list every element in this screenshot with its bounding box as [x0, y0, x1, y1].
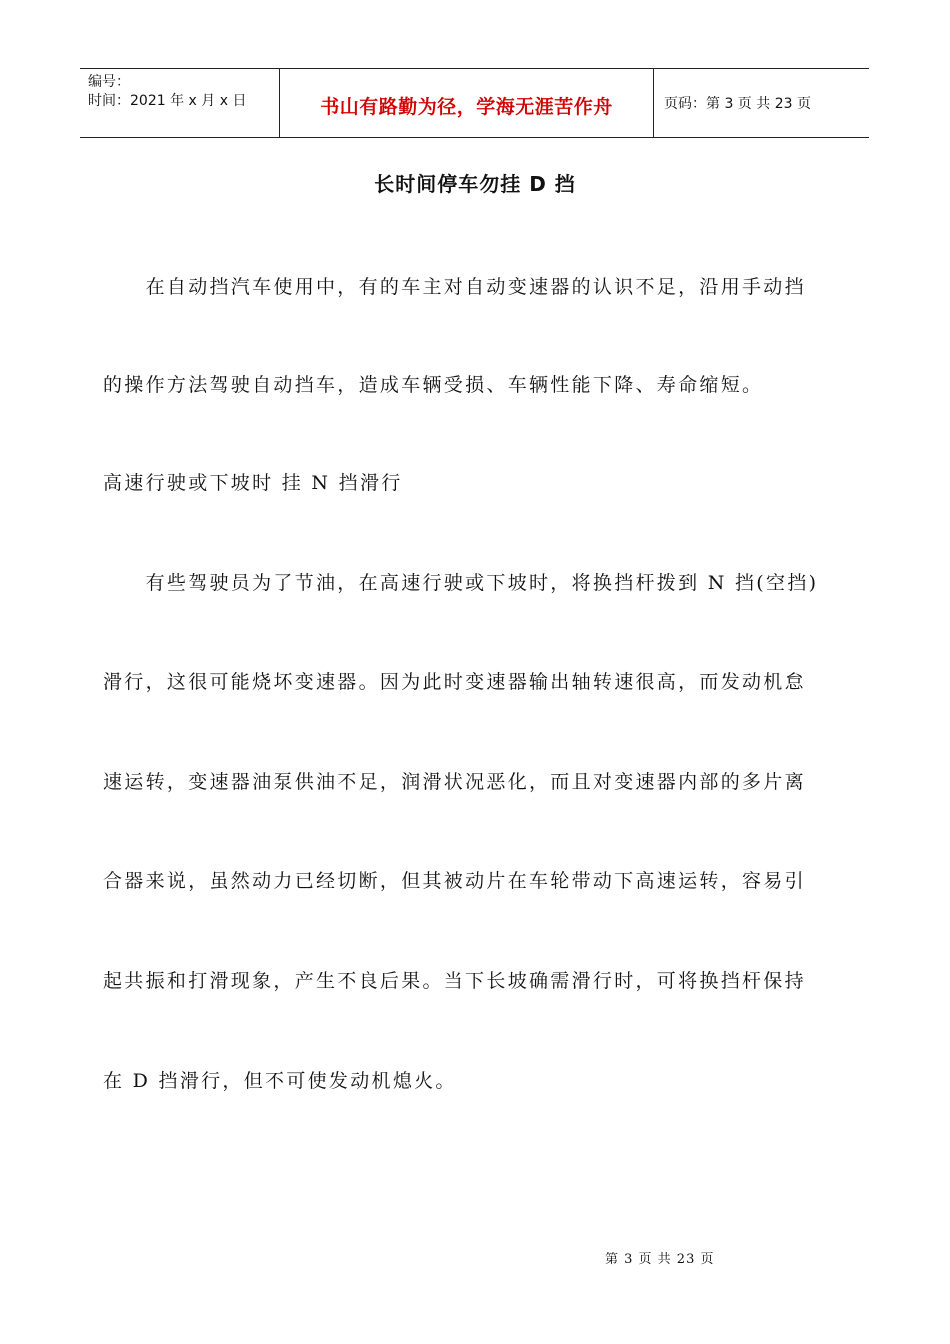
- page-title: 长时间停车勿挂 D 挡: [374, 172, 576, 196]
- document-header: [80, 68, 869, 138]
- page-info: 页码：第 3 页 共 23 页: [664, 96, 811, 112]
- section-heading: 高速行驶或下坡时 挂 N 挡滑行: [103, 472, 403, 494]
- time-label: 时间：2021 年 x 月 x 日: [88, 93, 247, 109]
- body-line-5: 滑行，这很可能烧坏变速器。因为此时变速器输出轴转速很高，而发动机怠: [103, 671, 806, 693]
- body-line-1: 在自动挡汽车使用中，有的车主对自动变速器的认识不足，沿用手动挡: [103, 276, 806, 298]
- body-line-6: 速运转，变速器油泵供油不足，润滑状况恶化，而且对变速器内部的多片离: [103, 771, 806, 793]
- body-line-8: 起共振和打滑现象，产生不良后果。当下长坡确需滑行时，可将换挡杆保持: [103, 970, 806, 992]
- body-line-4: 有些驾驶员为了节油，在高速行驶或下坡时，将换挡杆拨到 N 挡(空挡): [103, 572, 819, 594]
- header-motto-cell: [280, 69, 654, 137]
- header-page-cell: [654, 69, 869, 137]
- body-line-9: 在 D 挡滑行，但不可使发动机熄火。: [103, 1070, 457, 1092]
- serial-label: 编号：: [88, 74, 130, 90]
- body-line-2: 的操作方法驾驶自动挡车，造成车辆受损、车辆性能下降、寿命缩短。: [103, 374, 764, 396]
- page-footer: 第 3 页 共 23 页: [605, 1252, 715, 1267]
- motto-text: 书山有路勤为径，学海无涯苦作舟: [320, 95, 613, 118]
- header-meta-cell: [80, 69, 280, 137]
- body-line-7: 合器来说，虽然动力已经切断，但其被动片在车轮带动下高速运转，容易引: [103, 870, 806, 892]
